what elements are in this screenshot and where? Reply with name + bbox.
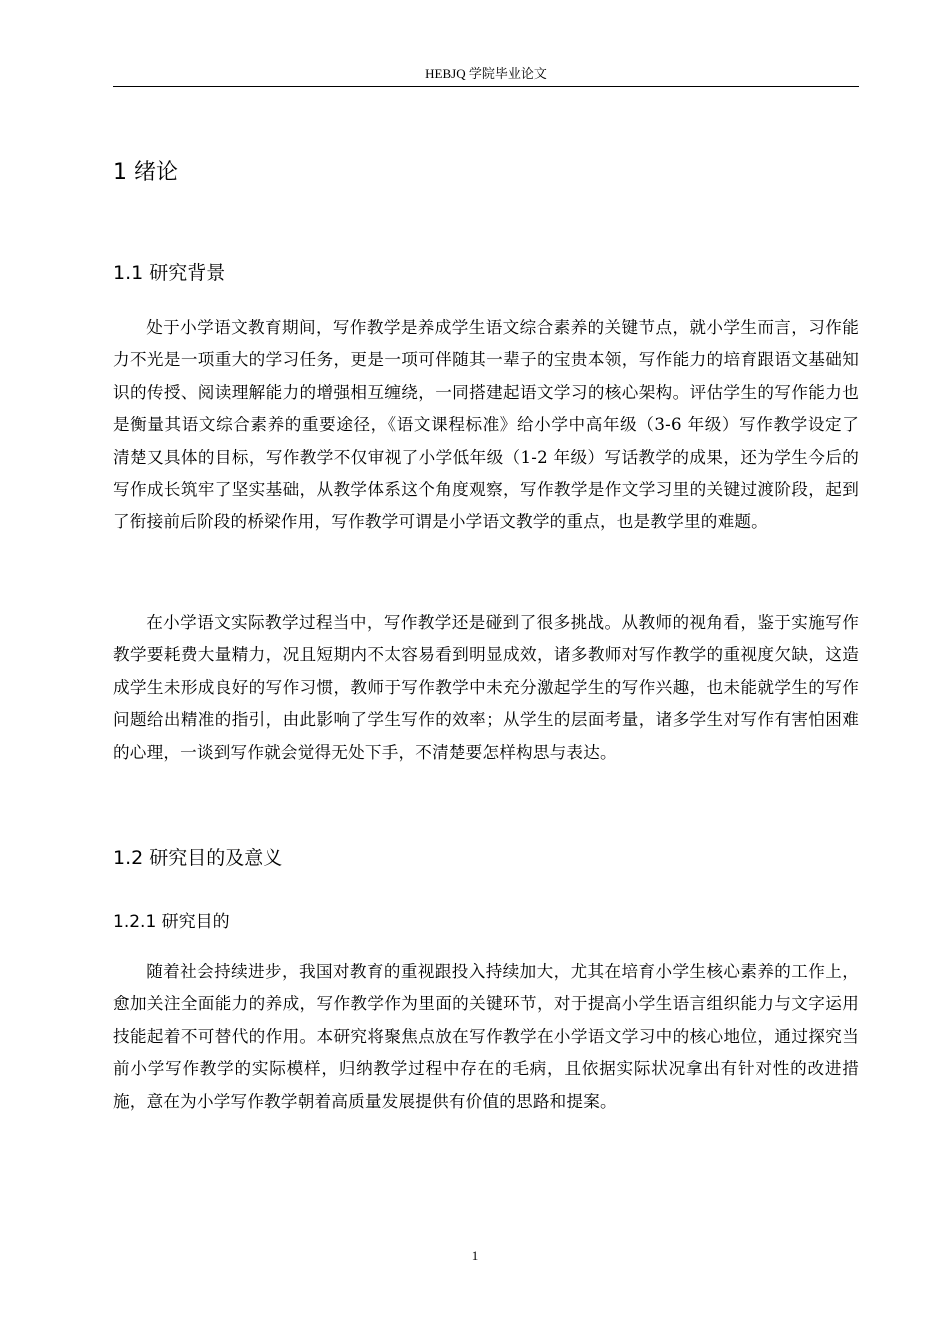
- section-1-1-paragraph-1: 处于小学语文教育期间，写作教学是养成学生语文综合素养的关键节点，就小学生而言，习作能力不光是一项重大的学习任务，更是一项可伴随其一辈子的宝贵本领，写作能力的培育跟语文基础知识的传授、阅读理解能力的增强相互缠绕，一同搭建起语文学习的核心架构。评估学生的写作能力也是衡量其语文综合素养的重要途径，《语文课程标准》给小学中高年级（3-6 年级）写作教学设定了清楚又具体的目标，写作教学不仅审视了小学低年级（1-2 年级）写话教学的成果，还为学生今后的写作成长筑牢了坚实基础，从教学体系这个角度观察，写作教学是作文学习里的关键过渡阶段，起到了衔接前后阶段的桥梁作用，写作教学可谓是小学语文教学的重点，也是教学里的难题。: [113, 318, 859, 532]
- header-divider: [113, 86, 859, 87]
- section-1-1-paragraph-2: 在小学语文实际教学过程当中，写作教学还是碰到了很多挑战。从教师的视角看，鉴于实施写作教学要耗费大量精力，况且短期内不太容易看到明显成效，诸多教师对写作教学的重视度欠缺，这造成学生未形成良好的写作习惯，教师于写作教学中未充分激起学生的写作兴趣，也未能就学生的写作问题给出精准的指引，由此影响了学生写作的效率；从学生的层面考量，诸多学生对写作有害怕困难的心理，一谈到写作就会觉得无处下手，不清楚要怎样构思与表达。: [113, 613, 859, 762]
- section-1-1-heading: 1.1 研究背景: [113, 262, 226, 284]
- section-1-2-1-heading: 1.2.1 研究目的: [113, 912, 230, 932]
- section-1-2-1-paragraph-1: 随着社会持续进步，我国对教育的重视跟投入持续加大，尤其在培育小学生核心素养的工作上，愈加关注全面能力的养成，写作教学作为里面的关键环节，对于提高小学生语言组织能力与文字运用技能起着不可替代的作用。本研究将聚焦点放在写作教学在小学语文学习中的核心地位，通过探究当前小学写作教学的实际模样，归纳教学过程中存在的毛病，且依据实际状况拿出有针对性的改进措施，意在为小学写作教学朝着高质量发展提供有价值的思路和提案。: [113, 962, 859, 1111]
- page-number: 1: [471, 1248, 479, 1263]
- section-1-2-heading: 1.2 研究目的及意义: [113, 847, 283, 869]
- chapter-title: 1 绪论: [113, 160, 178, 185]
- running-header: HEBJQ 学院毕业论文: [425, 66, 547, 81]
